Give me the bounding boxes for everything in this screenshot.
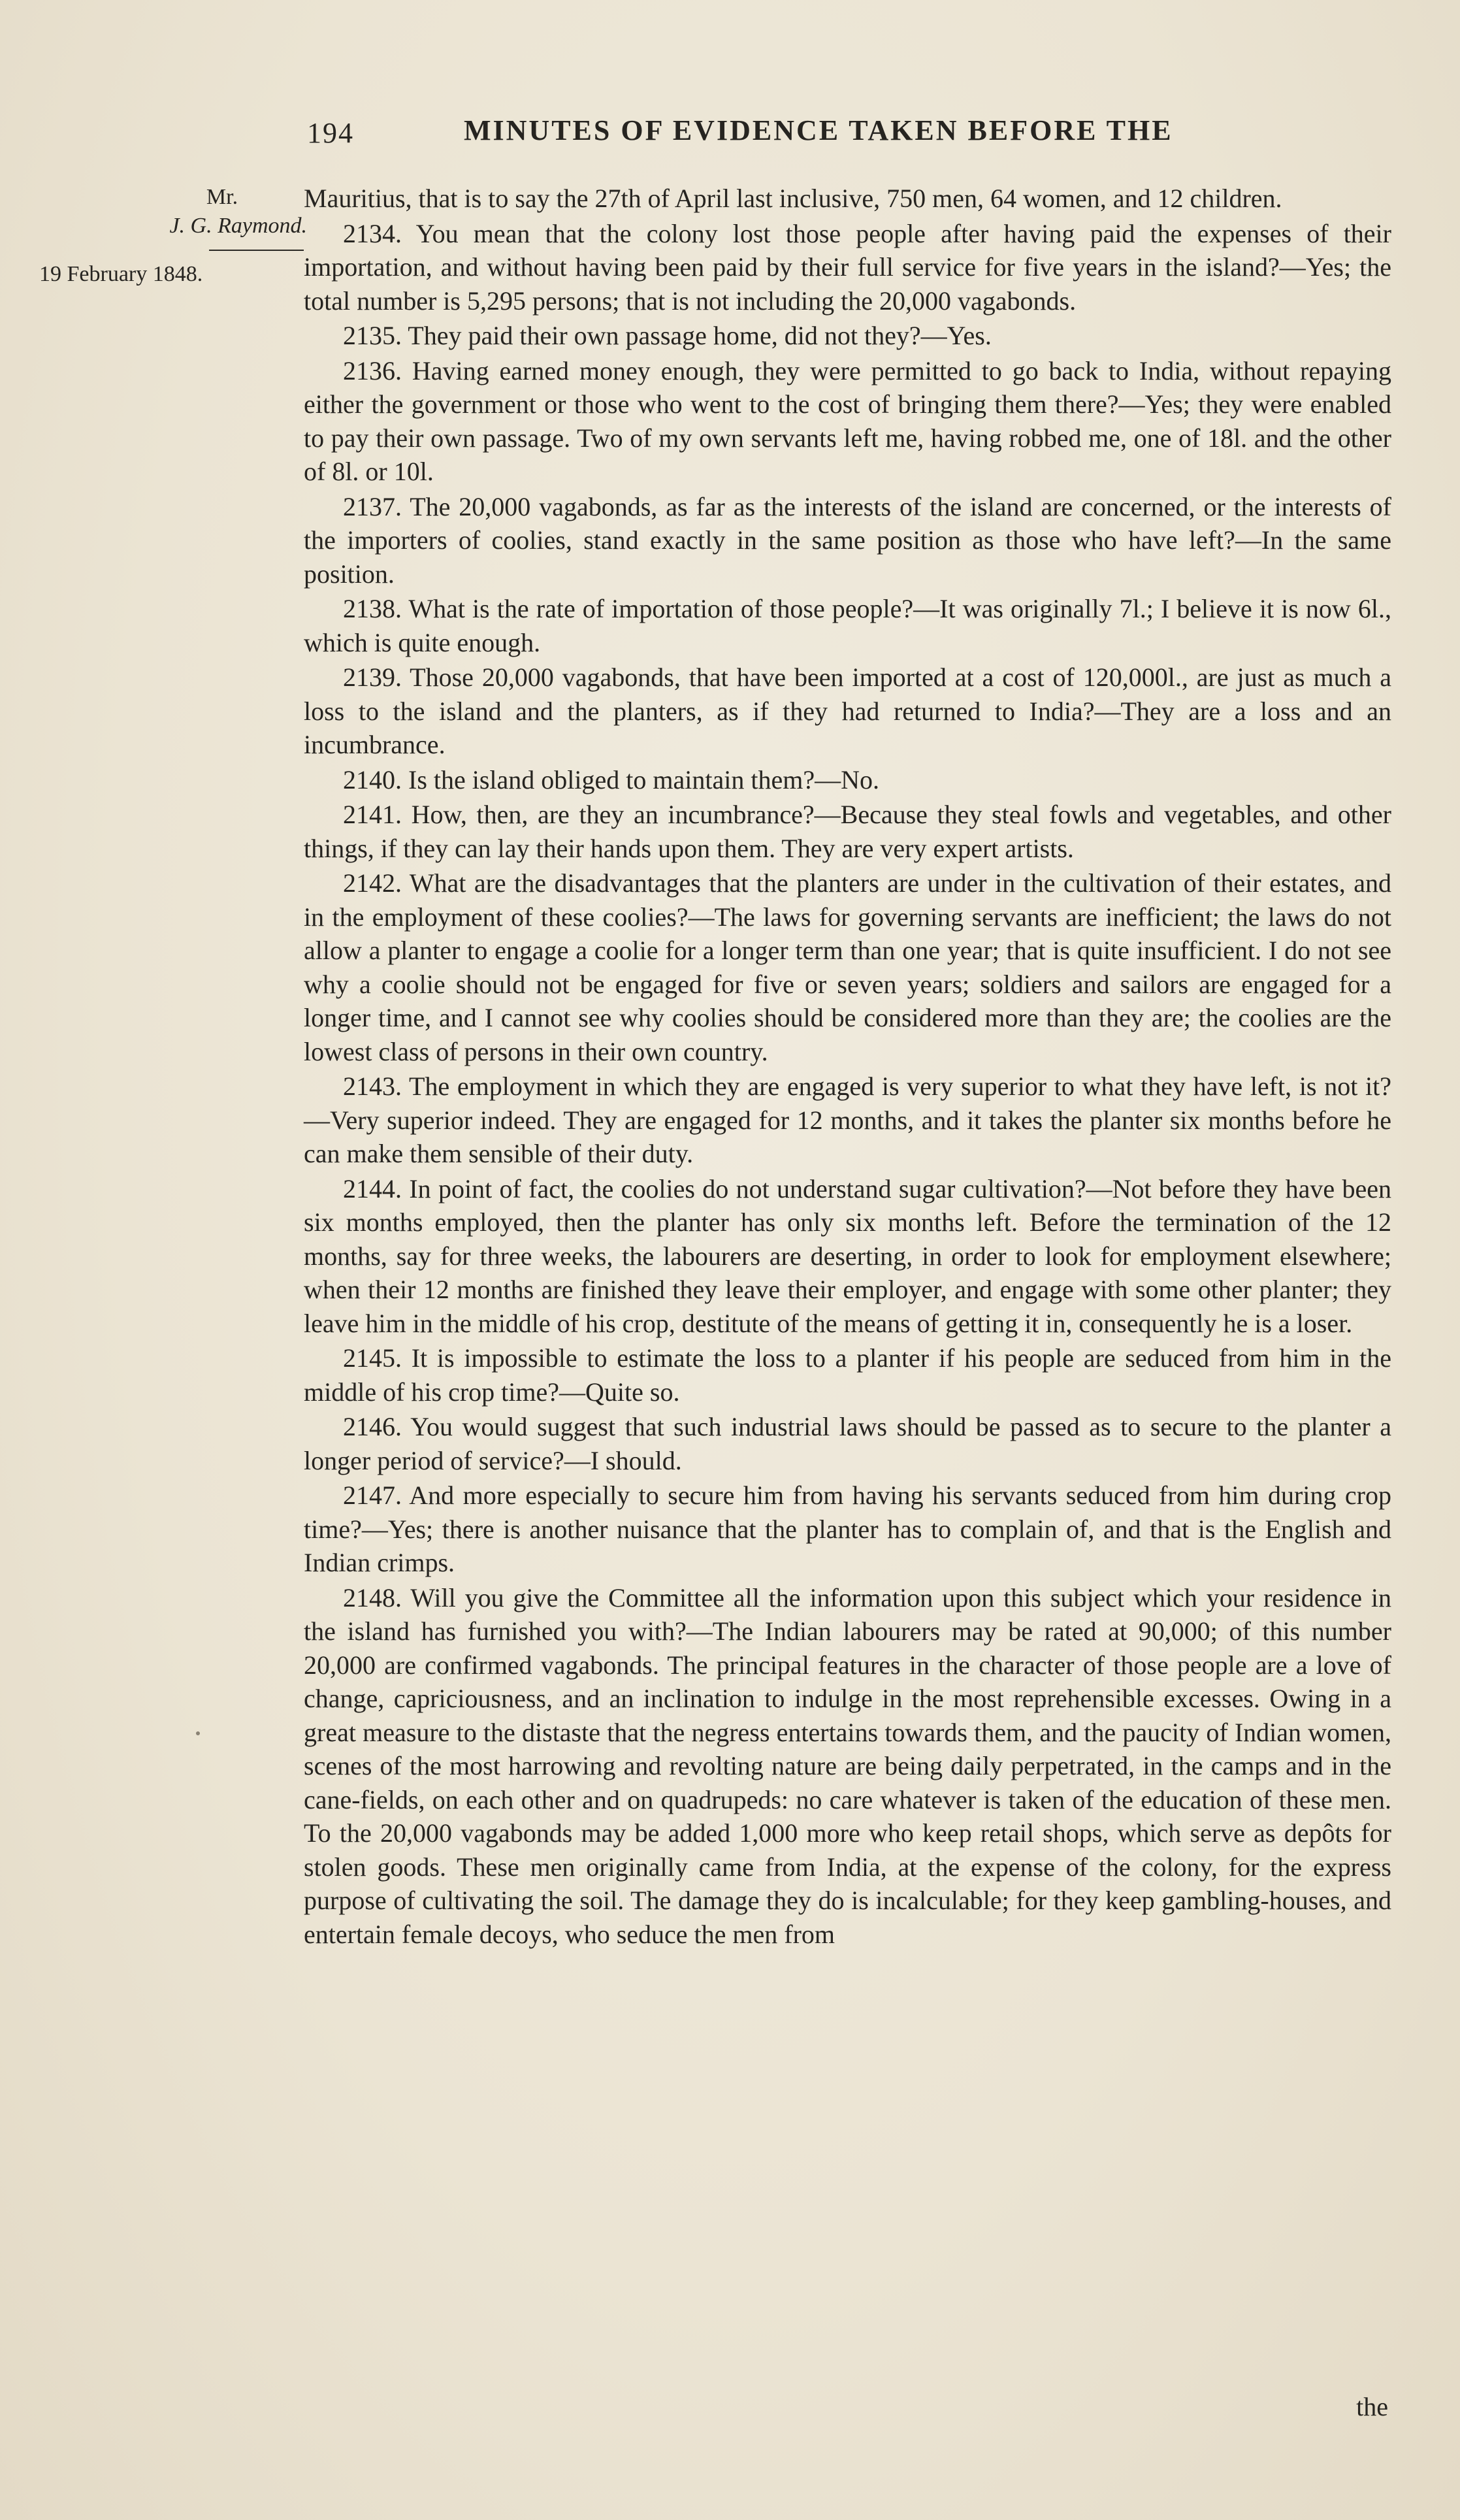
margin-note <box>39 183 307 289</box>
page-header <box>307 110 1404 155</box>
paper-speck <box>196 1731 200 1735</box>
question-2147: 2147. And more especially to secure him from having his servants seduced from him during crop time?—Yes; there is another nuisance that the planter has to complain of, and that is the English and Indian crimps. <box>304 1481 1391 1577</box>
hearing-date: 19 February 1848. <box>39 262 203 286</box>
question-2148: 2148. Will you give the Committee all the information upon this subject which your residence in the island has furnished you with?—The Indian labourers may be rated at 90,000; of this number 20,000 are confirmed vagabonds. The principal features in the character of those people are a love of change, capriciousness, and an inclination to indulge in the most reprehensible excesses. Owing in a great measure to the distaste that the negress entertains towards them, and the paucity of Indian women, scenes of the most harrowing and revolting nature are being daily perpetrated, in the camps and in the cane-fields, on each other and on quadrupeds: no care whatever is taken of the education of these men. To the 20,000 vagabonds may be added 1,000 more who keep retail shops, which serve as depôts for stolen goods. These men originally came from India, at the expense of the colony, for the express purpose of cultivating the soil. The damage they do is incalculable; for they keep gambling-houses, and entertain female decoys, who seduce the men from <box>304 1582 1391 1949</box>
question-2136: 2136. Having earned money enough, they were permitted to go back to India, without repaying either the government or those who went to the cost of bringing them there?—Yes; they were enabled to pay their own passage. Two of my own servants left me, having robbed me, one of 18l. and the other of 8l. or 10l. <box>304 355 1391 486</box>
question-2140: 2140. Is the island obliged to maintain them?—No. <box>343 764 879 794</box>
question-2142: 2142. What are the disadvantages that the planters are under in the cultivation of their estates, and in the employment of these coolies?—The laws for governing servants are inefficient; the laws do not allow a planter to engage a coolie for a longer term than one year; that is quite insufficient. I do not see why a coolie should not be engaged for five or seven years; soldiers and sailors are engaged for a longer time, and I cannot see why coolies should be considered more than they are; the coolies are the lowest class of persons in their own country. <box>304 868 1391 1066</box>
question-2144: 2144. In point of fact, the coolies do not understand sugar cultivation?—Not before they have been six months employed, then the planter has only six months left. Before the termination of the 12 months, say for three weeks, the labourers are deserting, in order to look for employment elsewhere; when their 12 months are finished they leave their employer, and engage with some other planter; they leave him in the middle of his crop, destitute of the means of getting it in, consequently he is a loser. <box>304 1173 1391 1338</box>
page-number: 194 <box>307 117 354 149</box>
paragraph-continuation: Mauritius, that is to say the 27th of April last inclusive, 750 men, 64 women, and 12 children. <box>304 184 1282 213</box>
margin-rule <box>209 250 304 251</box>
question-2145: 2145. It is impossible to estimate the loss to a planter if his people are seduced from him in the middle of his crop time?—Quite so. <box>304 1343 1391 1407</box>
question-2143: 2143. The employment in which they are engaged is very superior to what they have left, is not it?—Very superior indeed. They are engaged for 12 months, and it takes the planter six months before he can make them sensible of their duty. <box>304 1072 1391 1168</box>
question-2135: 2135. They paid their own passage home, did not they?—Yes. <box>343 321 992 350</box>
question-2146: 2146. You would suggest that such industrial laws should be passed as to secure to the planter a longer period of service?—I should. <box>304 1412 1391 1475</box>
question-2141: 2141. How, then, are they an incumbrance?—Because they steal fowls and vegetables, and other things, if they can lay their hands upon them. They are very expert artists. <box>304 800 1391 863</box>
question-2139: 2139. Those 20,000 vagabonds, that have been imported at a cost of 120,000l., are just as much a loss to the island and the planters, as if they had returned to India?—They are a loss and an incumbrance. <box>304 663 1391 759</box>
witness-title: Mr. <box>206 185 238 209</box>
question-2137: 2137. The 20,000 vagabonds, as far as the interests of the island are concerned, or the interests of the importers of coolies, stand exactly in the same position as those who have left?—In the same position. <box>304 491 1391 589</box>
witness-name: J. G. Raymond. <box>169 214 307 238</box>
question-2138: 2138. What is the rate of importation of those people?—It was originally 7l.; I believe it is now 6l., which is quite enough. <box>304 594 1391 657</box>
text-column <box>304 182 1391 1952</box>
catchword: the <box>1356 2392 1388 2421</box>
running-head: MINUTES OF EVIDENCE TAKEN BEFORE THE <box>464 114 1173 146</box>
question-2134: 2134. You mean that the colony lost those people after having paid the expenses of their importation, and without having been paid by their full service for five years in the island?—Yes; the total number is 5,295 persons; that is not including the 20,000 vagabonds. <box>304 218 1391 316</box>
